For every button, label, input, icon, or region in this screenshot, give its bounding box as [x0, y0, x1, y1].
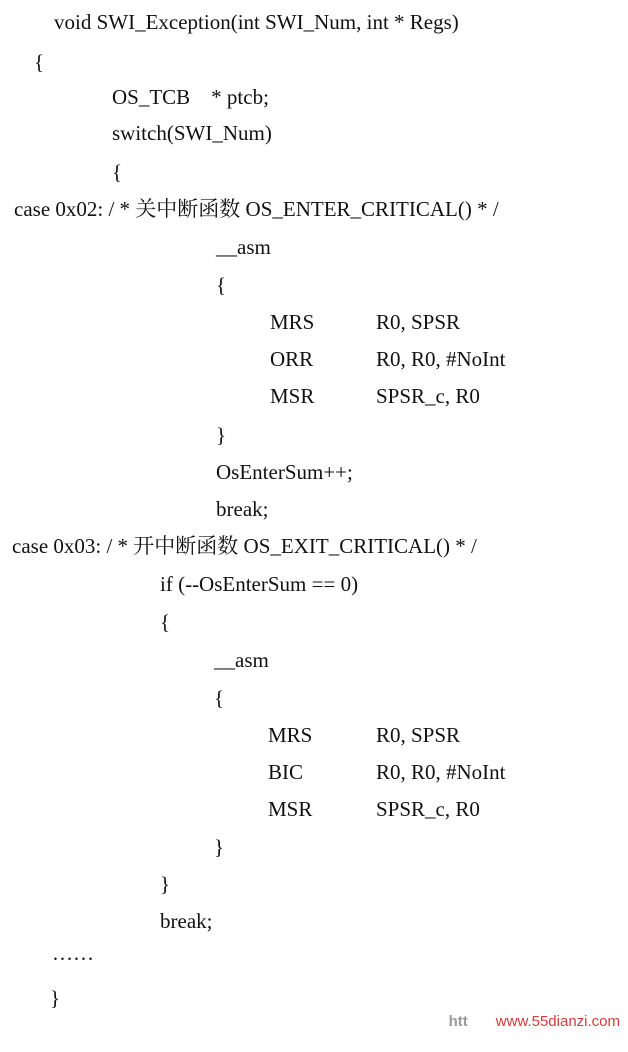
if-statement: if (--OsEnterSum == 0) — [160, 572, 359, 596]
if-open-brace: { — [160, 610, 171, 634]
site-watermark — [432, 992, 620, 1052]
asm-operands: R0, SPSR — [376, 310, 461, 334]
asm-operands: R0, R0, #NoInt — [376, 760, 506, 784]
case-0x02-comment: case 0x02: / * 关中断函数 OS_ENTER_CRITICAL() * / — [14, 197, 499, 221]
if-close-brace: } — [160, 872, 171, 896]
asm-opcode: MSR — [270, 384, 315, 408]
asm-close-brace: } — [214, 835, 225, 859]
os-enter-sum-increment: OsEnterSum++; — [216, 460, 353, 484]
asm-open-brace: { — [214, 686, 225, 710]
asm-keyword: __asm — [216, 235, 271, 259]
asm-operands: SPSR_c, R0 — [376, 384, 480, 408]
switch-open-brace: { — [112, 160, 123, 184]
break-statement: break; — [160, 909, 213, 933]
break-statement: break; — [216, 497, 269, 521]
asm-operands: R0, SPSR — [376, 723, 461, 747]
case-0x03-comment: case 0x03: / * 开中断函数 OS_EXIT_CRITICAL() * / — [12, 534, 477, 558]
asm-opcode: MRS — [268, 723, 313, 747]
asm-opcode: MSR — [268, 797, 313, 821]
ellipsis: …… — [52, 941, 94, 965]
asm-operands: R0, R0, #NoInt — [376, 347, 506, 371]
asm-close-brace: } — [216, 423, 227, 447]
asm-opcode: MRS — [270, 310, 315, 334]
asm-keyword: __asm — [214, 648, 269, 672]
function-signature: void SWI_Exception(int SWI_Num, int * Regs) — [54, 10, 459, 34]
watermark-site: www.55dianzi.com — [495, 1013, 620, 1030]
function-open-brace: { — [34, 50, 45, 74]
asm-operands: SPSR_c, R0 — [376, 797, 480, 821]
asm-opcode: BIC — [268, 760, 304, 784]
asm-opcode: ORR — [270, 347, 314, 371]
asm-open-brace: { — [216, 273, 227, 297]
ptcb-declaration: OS_TCB * ptcb; — [112, 85, 269, 109]
watermark-prefix: htt — [448, 1013, 468, 1030]
function-close-brace: } — [50, 986, 61, 1010]
switch-statement: switch(SWI_Num) — [112, 121, 272, 145]
